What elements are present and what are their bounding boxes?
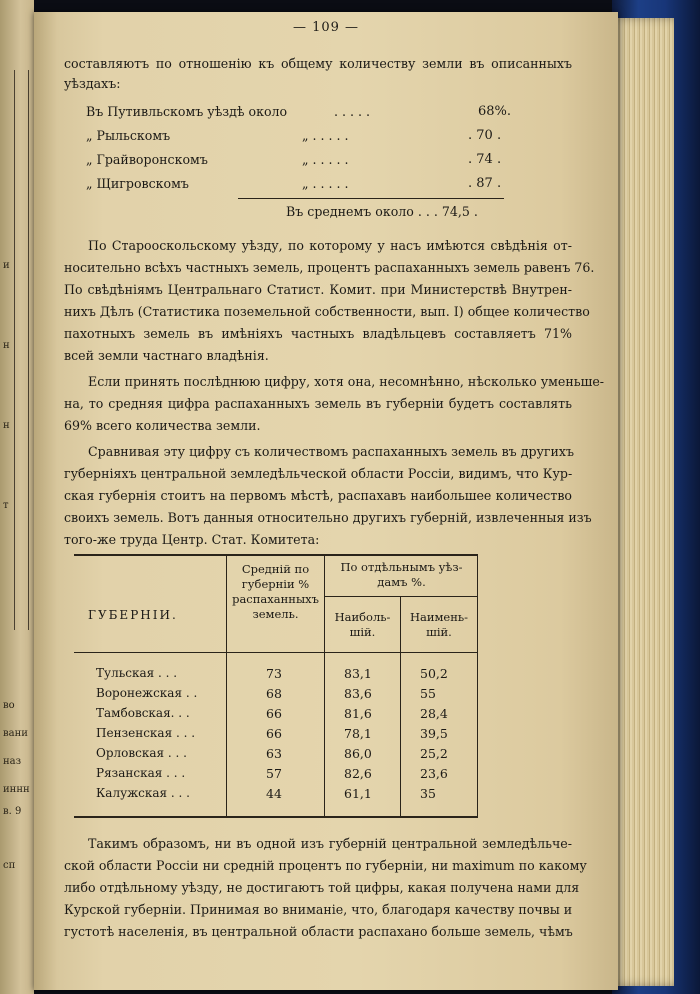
table-rule (477, 554, 478, 818)
row-name: Калужская . . . (96, 786, 190, 800)
sliver-fragment: н (3, 340, 10, 351)
text-line: Курской губерніи. Принимая во вниманіе, что, благодаря качеству почвы и (64, 902, 573, 917)
text-line: пахотныхъ земель въ имѣніяхъ частныхъ владѣльцевъ составляетъ 71% (64, 326, 572, 341)
text-line: ская губернія стоитъ на первомъ мѣстѣ, распахавъ наибольшее количество (64, 488, 572, 503)
row-name: Воронежская . . (96, 686, 198, 700)
sliver-fragment: вани (3, 728, 28, 739)
row-min: 25,2 (420, 746, 448, 761)
header-min-line: шій. (426, 625, 452, 639)
header-by-uezd-line: По отдѣльнымъ уѣз- (340, 560, 463, 574)
row-min: 28,4 (420, 706, 448, 721)
text-line: 69% всего количества земли. (64, 418, 261, 433)
row-min: 35 (420, 786, 436, 801)
text-line: носительно всѣхъ частныхъ земель, процентъ распаханныхъ земель равенъ 76. (64, 260, 595, 275)
uezd-name: „ Рыльскомъ (86, 128, 171, 143)
row-name: Тульская . . . (96, 666, 178, 680)
row-avg: 73 (266, 666, 282, 681)
text-line: Такимъ образомъ, ни въ одной изъ губерній центральной земледѣльче- (88, 836, 572, 851)
row-avg: 63 (266, 746, 282, 761)
header-max-line: шій. (349, 625, 376, 639)
text-line: на, то средняя цифра распаханныхъ земель въ губерніи будетъ составлять (64, 396, 572, 411)
text-line: либо отдѣльному уѣзду, не достигаютъ той цифры, какая получена нами для (64, 880, 580, 895)
row-avg: 66 (266, 706, 282, 721)
uezd-value: 68%. (478, 104, 512, 119)
table-rule (74, 554, 478, 556)
text-line: По Старооскольскому уѣзду, по которому у насъ имѣются свѣдѣнія от- (88, 238, 572, 253)
header-max (325, 610, 400, 640)
row-avg: 57 (266, 766, 282, 781)
row-max: 82,6 (344, 766, 372, 781)
header-min-line: Наимень- (409, 610, 469, 624)
table-rule (74, 652, 478, 653)
row-max: 83,1 (344, 666, 372, 681)
table-rule (74, 816, 478, 818)
previous-page-sliver (0, 0, 34, 994)
uezd-value: . 87 . (468, 176, 502, 191)
closed-page-edges (612, 18, 674, 986)
uezd-name: „ Грайворонскомъ (86, 152, 208, 167)
sum-rule (238, 198, 504, 199)
uezd-name: „ Щигровскомъ (86, 176, 189, 191)
uezd-name: Въ Путивльскомъ уѣздѣ около (86, 104, 288, 119)
text-line: губерніяхъ центральной земледѣльческой области Россіи, видимъ, что Кур- (64, 466, 573, 481)
uezd-dots: „ . . . . . (302, 128, 349, 143)
table-rule (324, 554, 325, 818)
header-by-uezd (325, 560, 478, 590)
header-avg-line: земель. (252, 607, 299, 621)
uezd-dots: „ . . . . . (302, 152, 349, 167)
text-line: ской области Россіи ни средній процентъ по губерніи, ни maximum по какому (64, 858, 587, 873)
text-line: нихъ Дѣлъ (Статистика поземельной собственности, вып. I) общее количество (64, 304, 590, 319)
row-max: 78,1 (344, 726, 372, 741)
sliver-rule (14, 70, 15, 630)
row-avg: 68 (266, 686, 282, 701)
row-max: 81,6 (344, 706, 372, 721)
text-line: По свѣдѣніямъ Центральнаго Статист. Комит. при Министерствѣ Внутрен- (64, 282, 572, 297)
sliver-fragment: иннн (3, 784, 30, 795)
text-line: своихъ земель. Вотъ данныя относительно другихъ губерній, извлеченныя изъ (64, 510, 592, 525)
text-line: густотѣ населенія, въ центральной области распахано больше земель, чѣмъ (64, 924, 573, 939)
text-line: всей земли частнаго владѣнія. (64, 348, 269, 363)
table-rule (324, 596, 478, 597)
sliver-fragment: т (3, 500, 9, 511)
book-page (34, 12, 618, 990)
text-line: Сравнивая эту цифру съ количествомъ распаханныхъ земель въ другихъ (88, 444, 575, 459)
header-max-line: Наиболь- (334, 610, 391, 624)
sliver-fragment: сп (3, 860, 16, 871)
text-line: Если принять послѣднюю цифру, хотя она, несомнѣнно, нѣсколько уменьше- (88, 374, 605, 389)
sliver-fragment: и (3, 260, 10, 271)
header-gubernii: ГУБЕРНІИ. (88, 608, 178, 622)
text-line: уѣздахъ: (64, 76, 121, 91)
row-name: Тамбовская. . . (96, 706, 190, 720)
header-by-uezd-line: дамъ %. (377, 575, 426, 589)
row-min: 23,6 (420, 766, 448, 781)
header-avg (227, 562, 324, 622)
sliver-fragment: н (3, 420, 10, 431)
gubernii-table (74, 554, 478, 820)
average-line: Въ среднемъ около . . . 74,5 . (286, 204, 478, 219)
row-name: Орловская . . . (96, 746, 187, 760)
row-min: 55 (420, 686, 436, 701)
uezd-value: . 70 . (468, 128, 502, 143)
text-line: того-же труда Центр. Стат. Комитета: (64, 532, 320, 547)
sliver-fragment: во (3, 700, 15, 711)
row-min: 50,2 (420, 666, 448, 681)
uezd-dots: . . . . . (334, 104, 371, 119)
row-max: 86,0 (344, 746, 372, 761)
uezd-dots: „ . . . . . (302, 176, 349, 191)
header-min (401, 610, 477, 640)
text-line: составляютъ по отношенію къ общему количеству земли въ описанныхъ (64, 56, 572, 71)
row-min: 39,5 (420, 726, 448, 741)
header-avg-line: Средній по (241, 562, 310, 576)
row-name: Рязанская . . . (96, 766, 186, 780)
header-avg-line: распаханныхъ (232, 592, 319, 606)
sliver-fragment: в. 9 (3, 806, 22, 817)
row-max: 83,6 (344, 686, 372, 701)
row-avg: 66 (266, 726, 282, 741)
sliver-rule (28, 70, 29, 630)
header-avg-line: губерніи % (241, 577, 310, 591)
uezd-value: . 74 . (468, 152, 502, 167)
row-name: Пензенская . . . (96, 726, 196, 740)
row-avg: 44 (266, 786, 282, 801)
sliver-fragment: наз (3, 756, 22, 767)
row-max: 61,1 (344, 786, 372, 801)
page-number: — 109 — (292, 20, 360, 35)
